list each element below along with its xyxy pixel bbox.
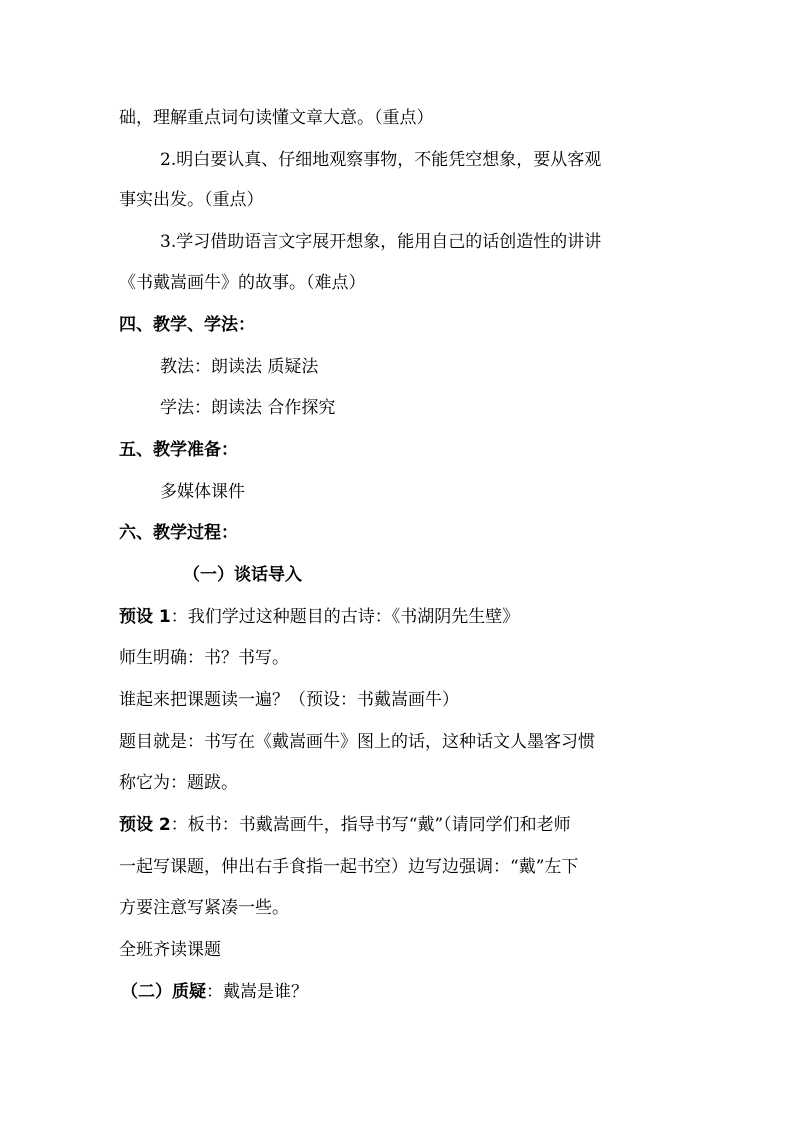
section-heading: 六、教学过程：: [119, 523, 238, 543]
preset-2-line: [119, 815, 571, 835]
objective-3-line: 3.学习借助语言文字展开想象，能用自己的话创造性的讲讲: [160, 232, 602, 252]
preset-text: ：我们学过这种题目的古诗：《书湖阴先生壁》: [170, 607, 520, 627]
section-heading: 四、教学、学法：: [119, 315, 255, 335]
body-text-line: 一起写课题，伸出右手食指一起书空）边写边强调：“戴”左下: [119, 857, 579, 877]
teaching-method-line: 教法：朗读法 质疑法: [160, 357, 319, 377]
body-text-line: 题目就是：书写在《戴嵩画牛》图上的话，这种话文人墨客习惯: [119, 732, 595, 752]
preset-text: ：板书：书戴嵩画牛，指导书写“戴”（请同学们和老师: [170, 815, 571, 835]
section-heading: 五、教学准备：: [119, 440, 238, 460]
subsection-heading: （二）质疑: [121, 982, 206, 1002]
subsection-heading: （一）谈话导入: [183, 565, 302, 585]
subsection-line: [121, 982, 308, 1002]
preparation-line: 多媒体课件: [160, 482, 245, 502]
subsection-text: ：戴嵩是谁？: [206, 982, 308, 1002]
body-text-line: 方要注意写紧凑一些。: [119, 898, 289, 918]
learning-method-line: 学法：朗读法 合作探究: [160, 398, 336, 418]
body-text-line: 师生明确：书？书写。: [119, 648, 289, 668]
body-text-line: 谁起来把课题读一遍？（预设：书戴嵩画牛）: [119, 690, 459, 710]
body-text-line: 全班齐读课题: [119, 940, 221, 960]
preset-label: 预设 1: [119, 607, 171, 627]
body-text-line: 称它为：题跋。: [119, 773, 238, 793]
preset-1-line: [119, 607, 519, 627]
body-text-line: 《书戴嵩画牛》的故事。（难点）: [119, 273, 366, 293]
body-text-line: 事实出发。（重点）: [119, 190, 264, 210]
objective-2-line: 2.明白要认真、仔细地观察事物，不能凭空想象，要从客观: [160, 150, 602, 170]
preset-label: 预设 2: [119, 815, 171, 835]
body-text-line: 础，理解重点词句读懂文章大意。（重点）: [119, 108, 434, 128]
